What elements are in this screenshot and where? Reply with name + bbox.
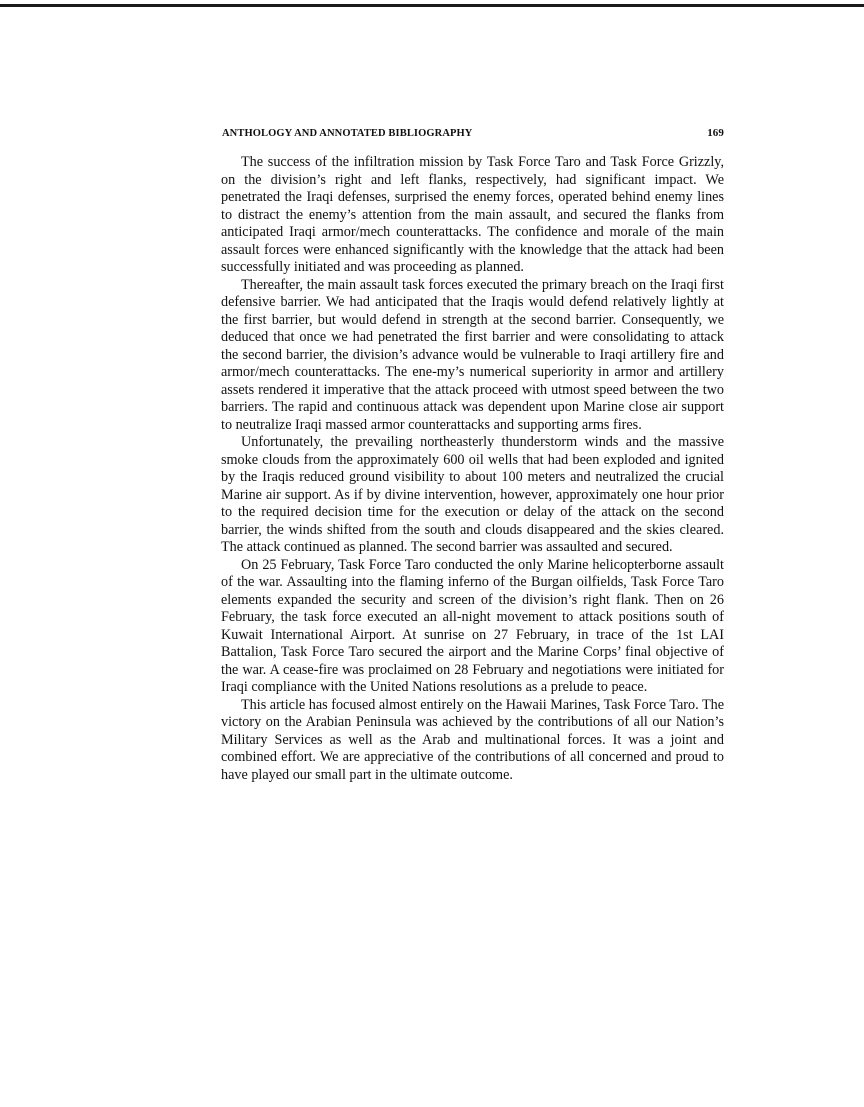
scan-border-line [0,4,864,7]
running-title: ANTHOLOGY AND ANNOTATED BIBLIOGRAPHY [222,128,473,139]
paragraph-helicopter-assault: On 25 February, Task Force Taro conducted the only Marine helicopterborne assault of the war. Assaulting into the flaming inferno of the Burgan oilfields, Task Force Taro elements expanded the security and screen of the division’s right flank. Then on 26 February, the task force executed an all-night movement to attack positions south of Kuwait International Airport. At sunrise on 27 February, in trace of the 1st LAI Battalion, Task Force Taro secured the airport and the Marine Corps’ final objective of the war. A cease-fire was proclaimed on 28 February and negotiations were initiated for Iraqi compliance with the United Nations resolutions as a prelude to peace. [221,556,724,695]
paragraph-conclusion: This article has focused almost entirely on the Hawaii Marines, Task Force Taro. The victory on the Arabian Peninsula was achieved by the contributions of all our Nation’s Military Services as well as the Arab and multinational forces. It was a joint and combined effort. We are appreciative of the contributions of all concerned and proud to have played our small part in the ultimate outcome. [221,696,725,783]
paragraph-infiltration: The success of the infiltration mission by Task Force Taro and Task Force Grizzly, on the division’s right and left flanks, respectively, had significant impact. We penetrated the Iraqi defenses, surprised the enemy forces, operated behind enemy lines to distract the enemy’s attention from the main assault, and secured the flanks from anticipated Iraqi armor/mech counterattacks. The confidence and morale of the main assault forces were enhanced significantly with the knowledge that the attack had been successfully initiated and was proceeding as planned. [221,154,724,275]
paragraph-primary-breach: Thereafter, the main assault task forces executed the primary breach on the Iraqi first defensive barrier. We had anticipated that the Iraqis would defend relatively lightly at the first barrier, but would defend in strength at the second barrier. Consequently, we deduced that once we had penetrated the first barrier and were consolidating to attack the second barrier, the division’s advance would be vulnerable to Iraqi artillery fire and armor/mech counterattacks. The ene-my’s numerical superiority in armor and artillery assets rendered it imperative that the attack proceed with utmost speed between the two barriers. The rapid and continuous attack was dependent upon Marine close air support to neutralize Iraqi massed armor counterattacks and supporting arms fires. [221,276,724,433]
paragraph-weather: Unfortunately, the prevailing northeasterly thunderstorm winds and the massive smoke clouds from the approximately 600 oil wells that had been exploded and ignited by the Iraqis reduced ground visibility to about 100 meters and neutralized the crucial Marine air support. As if by divine intervention, however, approximately one hour prior to the required decision time for the execution or delay of the attack on the second barrier, the winds shifted from the south and clouds disappeared and the skies cleared. The attack continued as planned. The second barrier was assaulted and secured. [221,434,724,555]
page-number: 169 [707,127,724,139]
running-header [222,127,724,139]
article-body [221,154,724,784]
